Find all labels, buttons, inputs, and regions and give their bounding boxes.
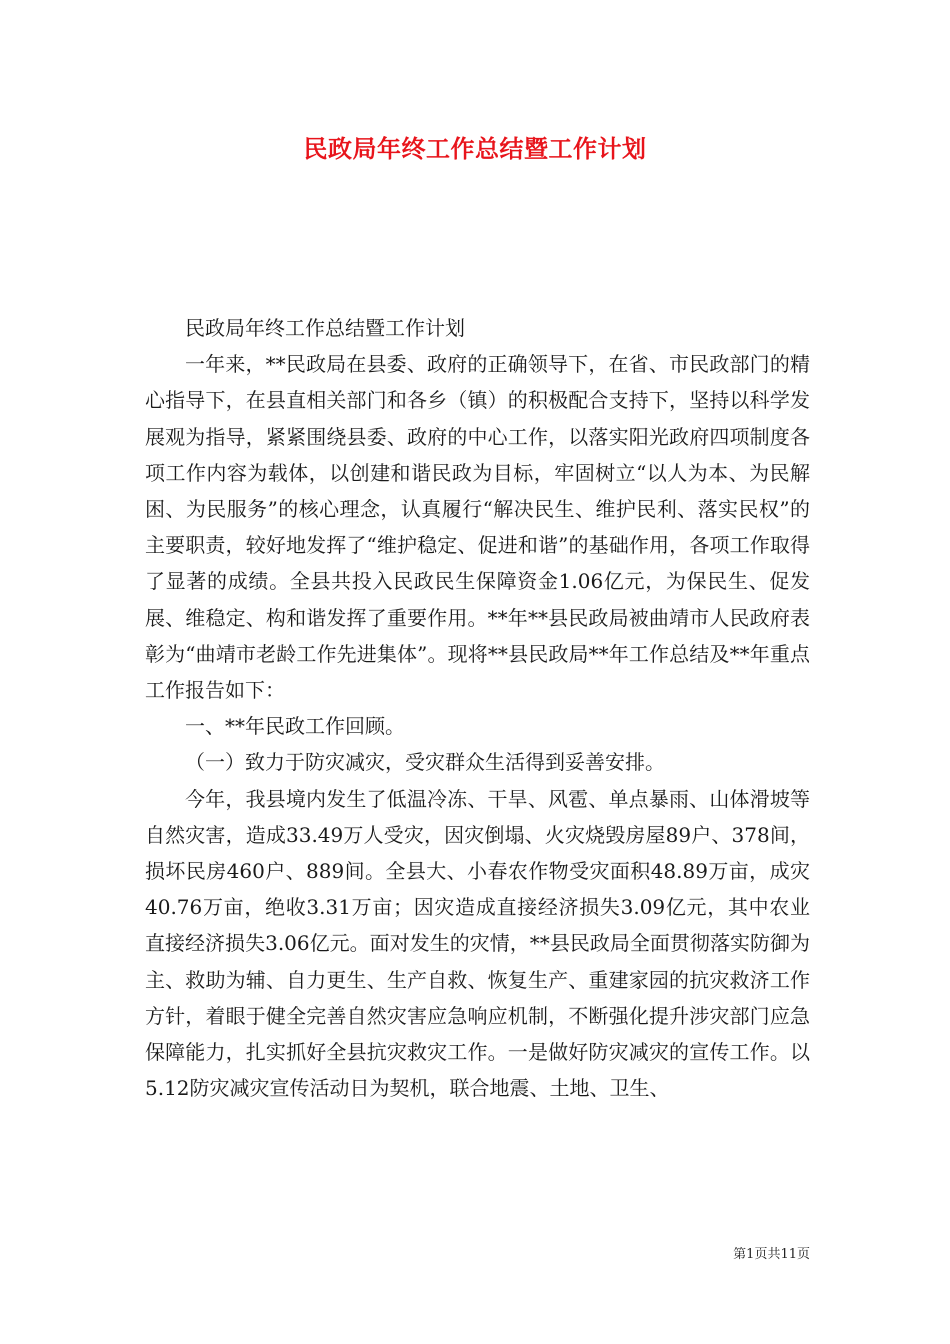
paragraph-disaster: 今年，我县境内发生了低温冷冻、干旱、风雹、单点暴雨、山体滑坡等自然灾害，造成33.49万人受灾，因灾倒塌、火灾烧毁房屋89户、378间，损坏民房460户、889间。全县大、小春农作物受灾面积48.89万亩，成灾40.76万亩，绝收3.31万亩；因灾造成直接经济损失3.09亿元，其中农业直接经济损失3.06亿元。面对发生的灾情，**县民政局全面贯彻落实防御为主、救助为辅、自力更生、生产自救、恢复生产、重建家园的抗灾救济工作方针，着眼于健全完善自然灾害应急响应机制，不断强化提升涉灾部门应急保障能力，扎实抓好全县抗灾救灾工作。一是做好防灾减灾的宣传工作。以5.12防灾减灾宣传活动日为契机，联合地震、土地、卫生、: [145, 786, 810, 1101]
document-title: 民政局年终工作总结暨工作计划: [303, 134, 647, 163]
subsection-heading: （一）致力于防灾减灾，受灾群众生活得到妥善安排。: [185, 750, 665, 775]
section-heading: 一、**年民政工作回顾。: [185, 714, 405, 739]
paragraph-heading: 民政局年终工作总结暨工作计划: [185, 316, 465, 340]
paragraph-intro: 一年来，**民政局在县委、政府的正确领导下，在省、市民政部门的精心指导下，在县直相关部门和各乡（镇）的积极配合支持下，坚持以科学发展观为指导，紧紧围绕县委、政府的中心工作，以落实阳光政府四项制度各项工作内容为载体，以创建和谐民政为目标，牢固树立“以人为本、为民解困、为民服务”的核心理念，认真履行“解决民生、维护民利、落实民权”的主要职责，较好地发挥了“维护稳定、促进和谐”的基础作用，各项工作取得了显著的成绩。全县共投入民政民生保障资金1.06亿元，为保民生、促发展、维稳定、构和谐发挥了重要作用。**年**县民政局被曲靖市人民政府表彰为“曲靖市老龄工作先进集体”。现将**县民政局**年工作总结及**年重点工作报告如下：: [145, 352, 810, 703]
page-number: 第1页共11页: [733, 1247, 810, 1262]
document-body: [145, 310, 810, 1106]
